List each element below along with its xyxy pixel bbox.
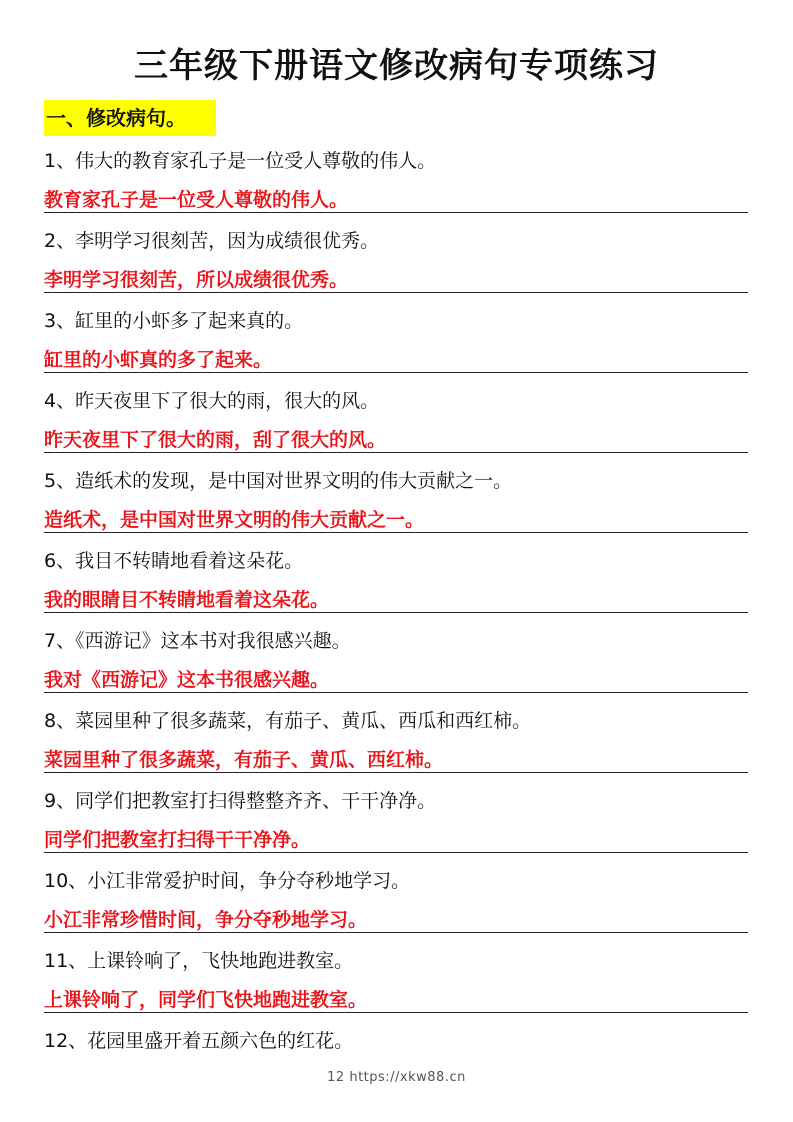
answer-text: 我的眼睛目不转睛地看着这朵花。	[44, 581, 748, 613]
exercise-list	[44, 141, 748, 1101]
question-text: 2、李明学习很刻苦，因为成绩很优秀。	[44, 230, 380, 252]
exercise-item-11	[44, 941, 748, 1021]
question-text: 11、上课铃响了，飞快地跑进教室。	[44, 950, 354, 972]
exercise-item-6	[44, 541, 748, 621]
question-text: 4、昨天夜里下了很大的雨，很大的风。	[44, 390, 380, 412]
answer-text: 昨天夜里下了很大的雨，刮了很大的风。	[44, 421, 748, 453]
answer-text: 我对《西游记》这本书很感兴趣。	[44, 661, 748, 693]
question-text: 12、花园里盛开着五颜六色的红花。	[44, 1030, 354, 1052]
exercise-item-8	[44, 701, 748, 781]
answer-text: 缸里的小虾真的多了起来。	[44, 341, 748, 373]
question-text: 6、我目不转睛地看着这朵花。	[44, 550, 304, 572]
exercise-item-12	[44, 1021, 748, 1101]
question-text: 8、菜园里种了很多蔬菜，有茄子、黄瓜、西瓜和西红柿。	[44, 710, 532, 732]
exercise-item-4	[44, 381, 748, 461]
exercise-item-10	[44, 861, 748, 941]
exercise-item-5	[44, 461, 748, 541]
page-title: 三年级下册语文修改病句专项练习	[134, 46, 659, 86]
question-text: 5、造纸术的发现，是中国对世界文明的伟大贡献之一。	[44, 470, 513, 492]
page-footer: 12 https://xkw88.cn	[327, 1070, 466, 1085]
question-text: 1、伟大的教育家孔子是一位受人尊敬的伟人。	[44, 150, 437, 172]
answer-text: 同学们把教室打扫得干干净净。	[44, 821, 748, 853]
answer-text: 菜园里种了很多蔬菜，有茄子、黄瓜、西红柿。	[44, 741, 748, 773]
answer-text: 李明学习很刻苦，所以成绩很优秀。	[44, 261, 748, 293]
answer-text: 造纸术，是中国对世界文明的伟大贡献之一。	[44, 501, 748, 533]
exercise-item-9	[44, 781, 748, 861]
answer-text: 上课铃响了，同学们飞快地跑进教室。	[44, 981, 748, 1013]
exercise-item-3	[44, 301, 748, 381]
question-text: 9、同学们把教室打扫得整整齐齐、干干净净。	[44, 790, 437, 812]
section-heading: 一、修改病句。	[44, 100, 216, 136]
answer-text: 小江非常珍惜时间，争分夺秒地学习。	[44, 901, 748, 933]
answer-text: 教育家孔子是一位受人尊敬的伟人。	[44, 181, 748, 213]
question-text: 10、小江非常爱护时间，争分夺秒地学习。	[44, 870, 411, 892]
exercise-item-7	[44, 621, 748, 701]
exercise-item-2	[44, 221, 748, 301]
question-text: 7、《西游记》这本书对我很感兴趣。	[44, 630, 351, 652]
question-text: 3、缸里的小虾多了起来真的。	[44, 310, 304, 332]
exercise-item-1	[44, 141, 748, 221]
